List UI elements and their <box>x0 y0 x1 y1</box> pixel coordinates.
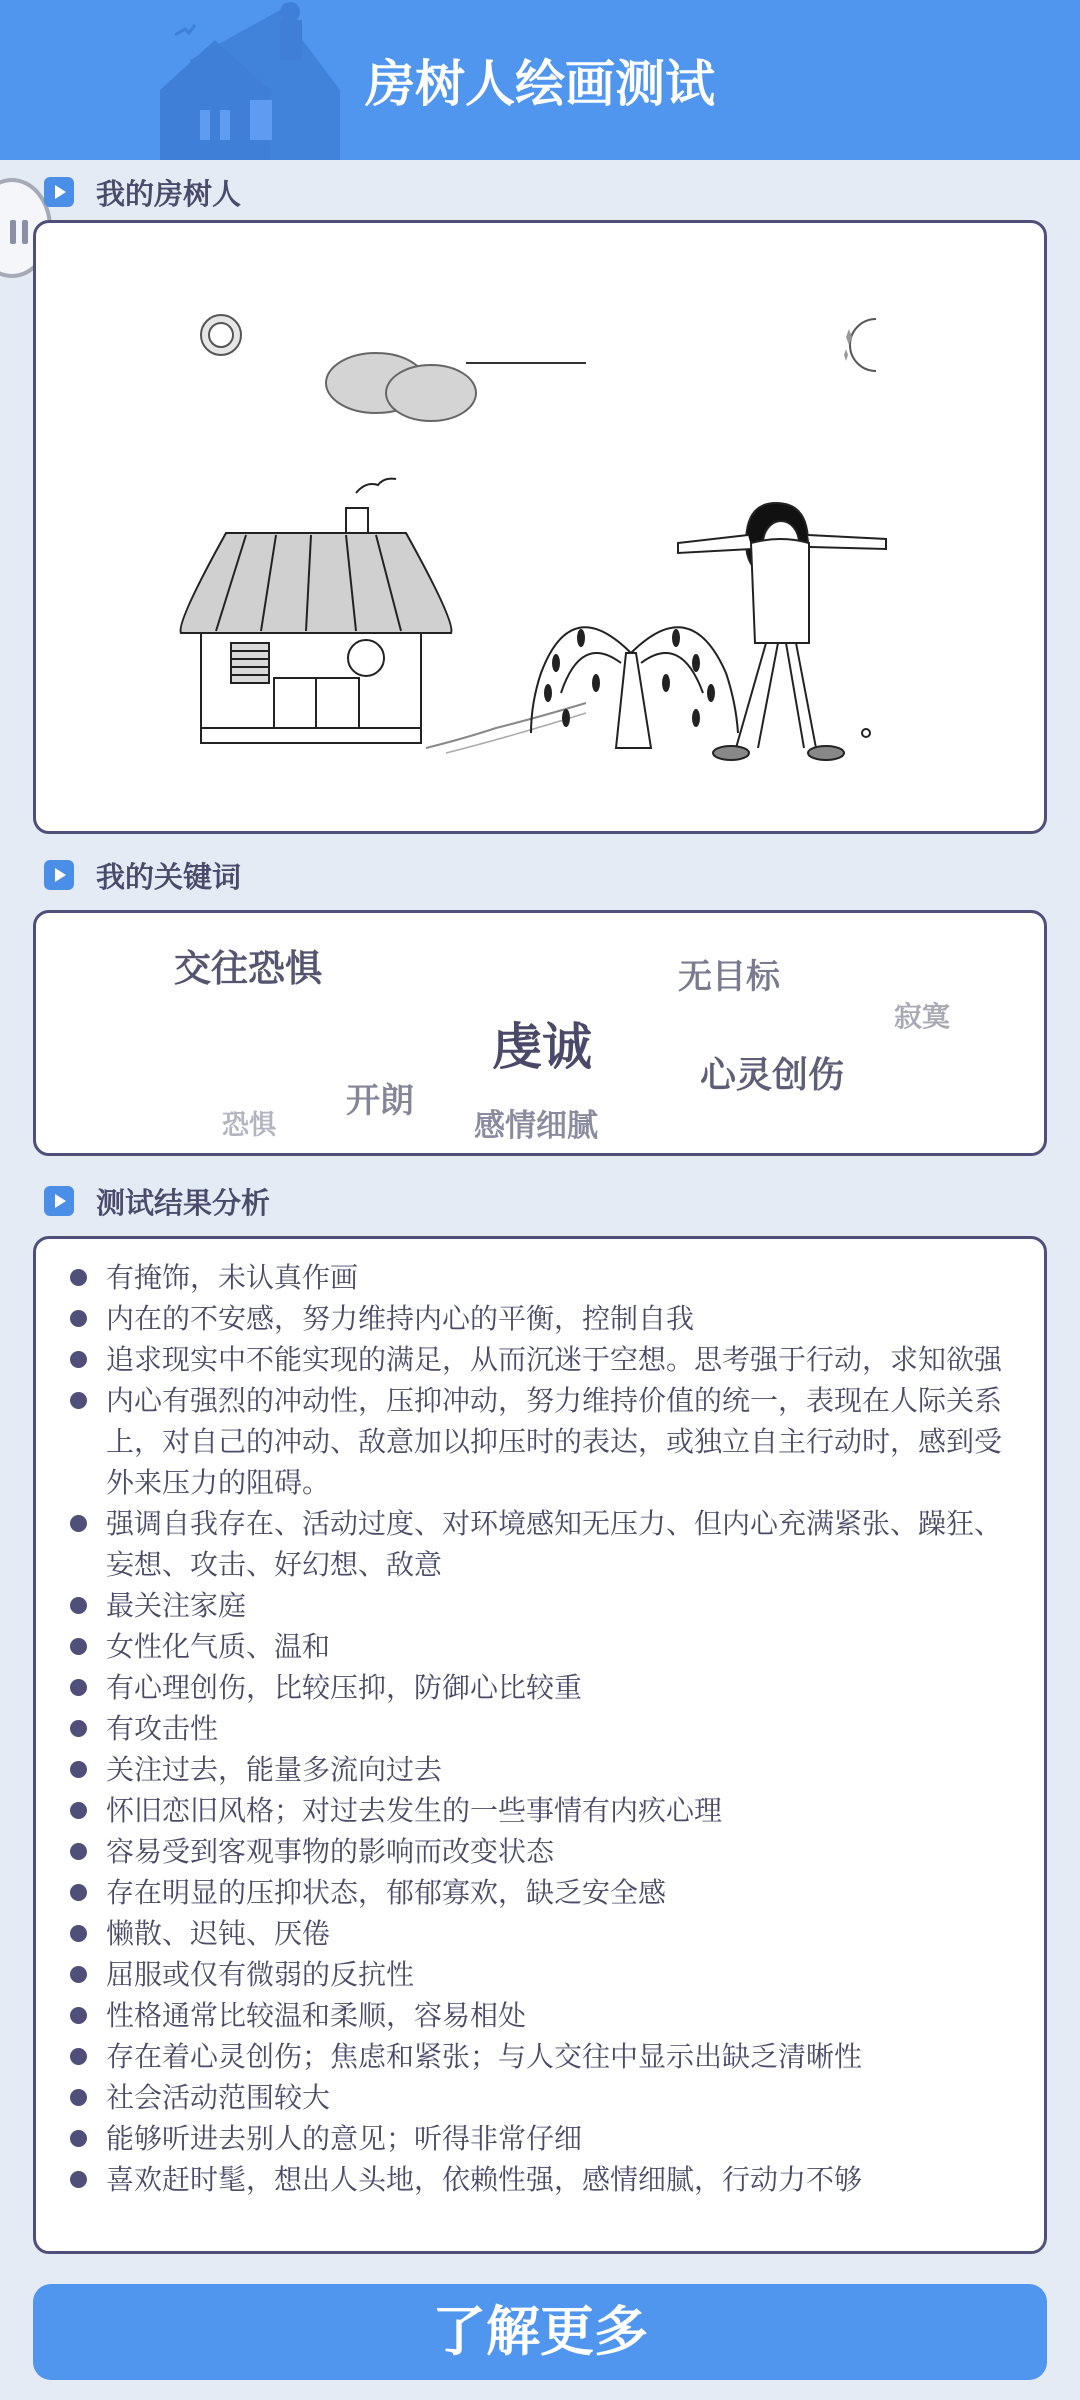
section-title-drawing: 我的房树人 <box>96 176 242 211</box>
list-item: 存在明显的压抑状态，郁郁寡欢，缺乏安全感 <box>64 1872 1024 1913</box>
keyword-tag: 虔诚 <box>492 1018 592 1076</box>
list-item: 能够听进去别人的意见；听得非常仔细 <box>64 2118 1024 2159</box>
house-drawing <box>181 479 452 743</box>
list-item: 有掩饰，未认真作画 <box>64 1257 1024 1298</box>
moon-icon <box>844 319 876 371</box>
list-item: 追求现实中不能实现的满足，从而沉迷于空想。思考强于行动，求知欲强 <box>64 1339 1024 1380</box>
list-item: 有攻击性 <box>64 1708 1024 1749</box>
page-title: 房树人绘画测试 <box>365 55 715 113</box>
cloud-icon <box>326 353 476 421</box>
keyword-tag: 恐惧 <box>222 1110 276 1141</box>
list-item: 怀旧恋旧风格；对过去发生的一些事情有内疚心理 <box>64 1790 1024 1831</box>
list-item: 喜欢赶时髦，想出人头地，依赖性强，感情细腻，行动力不够 <box>64 2159 1024 2200</box>
section-title-analysis: 测试结果分析 <box>96 1185 271 1220</box>
list-item: 女性化气质、温和 <box>64 1626 1024 1667</box>
list-item: 社会活动范围较大 <box>64 2077 1024 2118</box>
play-icon <box>44 177 74 207</box>
house-tree-person-drawing <box>36 223 1044 831</box>
list-item: 内在的不安感，努力维持内心的平衡，控制自我 <box>64 1298 1024 1339</box>
keyword-tag: 寂寞 <box>894 1000 951 1033</box>
analysis-list <box>36 1239 1044 2200</box>
play-icon <box>44 860 74 890</box>
keyword-tag: 开朗 <box>346 1081 414 1121</box>
play-icon <box>44 1186 74 1216</box>
section-title-keywords: 我的关键词 <box>96 859 242 894</box>
list-item: 关注过去，能量多流向过去 <box>64 1749 1024 1790</box>
willow-tree-drawing <box>531 627 738 748</box>
list-item: 最关注家庭 <box>64 1585 1024 1626</box>
keywords-card <box>33 910 1047 1156</box>
list-item: 强调自我存在、活动过度、对环境感知无压力、但内心充满紧张、躁狂、妄想、攻击、好幻想、敌意 <box>64 1503 1024 1585</box>
section-header-analysis <box>44 1181 270 1221</box>
keyword-tag: 交往恐惧 <box>174 947 322 990</box>
keyword-tag: 感情细腻 <box>474 1108 598 1144</box>
section-header-keywords <box>44 855 241 895</box>
list-item: 存在着心灵创伤；焦虑和紧张；与人交往中显示出缺乏清晰性 <box>64 2036 1024 2077</box>
drawing-card <box>33 220 1047 834</box>
analysis-card[interactable] <box>33 1236 1047 2254</box>
list-item: 有心理创伤，比较压抑，防御心比较重 <box>64 1667 1024 1708</box>
app-header <box>0 0 1080 160</box>
learn-more-button[interactable]: 了解更多 <box>33 2284 1047 2380</box>
list-item: 容易受到客观事物的影响而改变状态 <box>64 1831 1024 1872</box>
keyword-tag: 心灵创伤 <box>700 1055 845 1096</box>
list-item: 内心有强烈的冲动性，压抑冲动，努力维持价值的统一，表现在人际关系上，对自己的冲动、敌意加以抑压时的表达，或独立自主行动时，感到受外来压力的阻碍。 <box>64 1380 1024 1503</box>
list-item: 性格通常比较温和柔顺，容易相处 <box>64 1995 1024 2036</box>
keyword-tag: 无目标 <box>678 957 780 997</box>
list-item: 屈服或仅有微弱的反抗性 <box>64 1954 1024 1995</box>
pause-icon <box>10 220 28 244</box>
section-header-drawing <box>44 172 241 212</box>
sun-icon <box>201 315 241 355</box>
list-item: 懒散、迟钝、厌倦 <box>64 1913 1024 1954</box>
person-drawing <box>678 503 886 760</box>
